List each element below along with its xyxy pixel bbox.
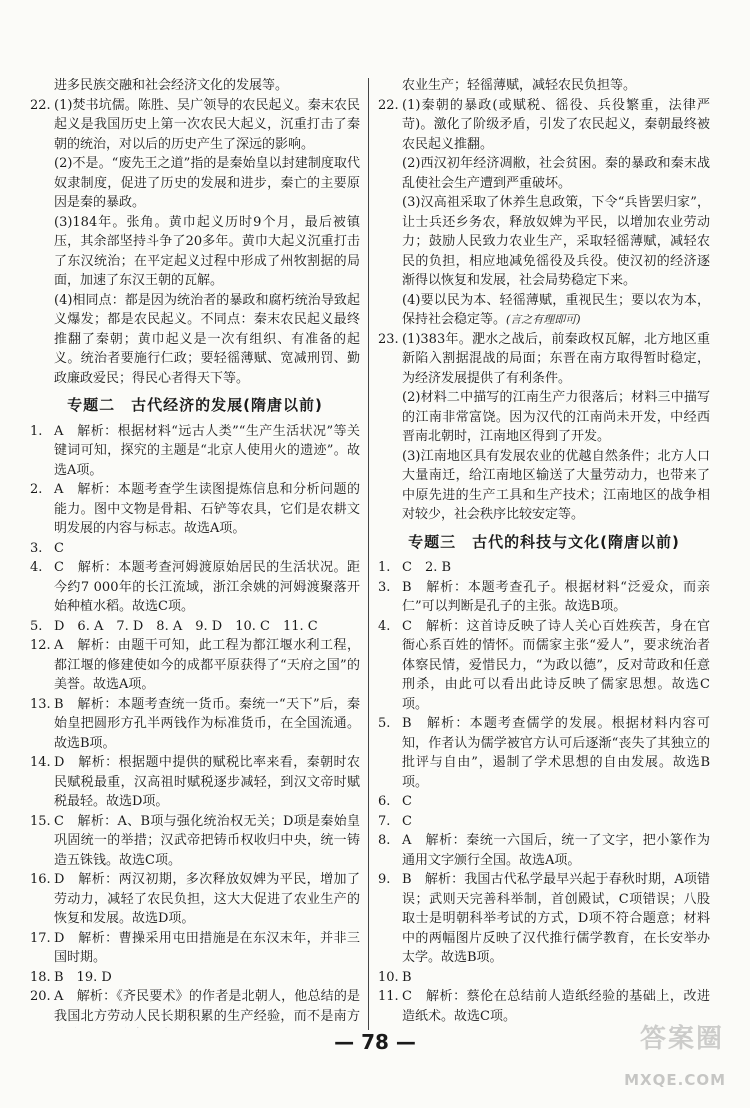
answer-item bbox=[30, 539, 360, 559]
page-number: — 78 — bbox=[334, 1030, 416, 1054]
answer-item bbox=[30, 636, 360, 695]
answer-text: (4)要以民为本、轻徭薄赋，重视民生；要以农为本，保持社会稳定等。 bbox=[402, 292, 710, 327]
answer-continuation bbox=[378, 193, 710, 291]
answer-text: B bbox=[402, 969, 412, 985]
answer-item bbox=[378, 330, 710, 389]
answer-continuation bbox=[378, 291, 710, 330]
question-number: 4. bbox=[30, 560, 43, 575]
question-number: 1. bbox=[378, 560, 391, 575]
question-number: 12. bbox=[30, 638, 51, 653]
answer-item bbox=[30, 695, 360, 754]
column-divider bbox=[368, 78, 369, 1030]
question-number: 15. bbox=[30, 813, 51, 829]
section-heading: 专题二 古代经济的发展(隋唐以前) bbox=[67, 396, 323, 414]
answer-text: A 解析：由题干可知，此工程为都江堰水利工程，都江堰的修建使如今的成都平原获得了“天府之国”的美誉。故选A项。 bbox=[54, 638, 360, 692]
answer-text: C 解析：A、B项与强化统治权无关；D项是秦始皇巩固统一的举措；汉武帝把铸币权收归中央，统一铸造五铢钱。故选C项。 bbox=[54, 813, 360, 868]
answer-text: (2)西汉初年经济凋敝，社会贫困。秦的暴政和秦末战乱使社会生产遭到严重破坏。 bbox=[402, 156, 710, 191]
answer-text: C bbox=[54, 540, 64, 556]
answer-item bbox=[30, 870, 360, 929]
answer-item bbox=[30, 812, 360, 871]
answer-item bbox=[30, 753, 360, 812]
answer-text: (4)相同点：都是因为统治者的暴政和腐朽统治导致起义爆发；都是农民起义。不同点：秦末农民起义最终推翻了秦朝；黄巾起义是一次有组织、有准备的起义。统治者要施行仁政；要轻徭薄赋、宽减刑罚、勤政廉政爱民；得民心者得天下等。 bbox=[54, 292, 360, 386]
answer-text: 农业生产；轻徭薄赋，减轻农民负担等。 bbox=[402, 78, 637, 93]
answer-item bbox=[30, 968, 360, 988]
question-number bbox=[378, 1026, 402, 1028]
answer-text: (3)汉高祖采取了休养生息政策，下令“兵皆罢归家”，让士兵还乡务农，释放奴婢为平民，以增加农业劳动力；鼓励人民致力农业生产，采取轻徭薄赋，减轻农民的负担，相应地减免徭役及兵役。使汉初的经济逐渐得以恢复和发展，社会局势稳定下来。 bbox=[402, 195, 710, 288]
answer-item bbox=[30, 987, 360, 1028]
question-number: 7. bbox=[378, 813, 391, 829]
question-number: 5. bbox=[378, 716, 391, 731]
answer-item bbox=[378, 831, 710, 870]
answer-text: D 解析：根据题中提供的赋税比率来看，秦朝时农民赋税最重，汉高祖时赋税逐步减轻，到汉文帝时赋税最轻。故选D项。 bbox=[54, 755, 360, 809]
answer-text: B 解析：本题考查统一货币。秦统一“天下”后，秦始皇把圆形方孔半两钱作为标准货币，在全国流通。故选B项。 bbox=[54, 696, 360, 751]
question-number: 6. bbox=[378, 794, 391, 809]
answer-text: (3)江南地区具有发展农业的优越自然条件；北方人口大量南迁，给江南地区输送了大量劳动力，也带来了中原先进的生产工具和生产技术；江南地区的战争相对较少，社会秩序比较安定等。 bbox=[402, 448, 710, 522]
answer-item bbox=[378, 714, 710, 792]
answer-text: (1)383年。淝水之战后，前秦政权瓦解，北方地区重新陷入割据混战的局面；东晋在南方取得暂时稳定，为经济发展提供了有利条件。 bbox=[402, 331, 710, 386]
answer-text: C bbox=[402, 813, 412, 829]
answer-continuation bbox=[378, 388, 710, 447]
answer-text: A 解析：秦统一六国后，统一了文字，把小篆作为通用文字颁行全国。故选A项。 bbox=[402, 833, 710, 868]
answer-item bbox=[378, 558, 710, 578]
answer-text: D 解析：曹操采用屯田措施是在东汉末年，并非三国时期。 bbox=[54, 930, 360, 965]
answer-item bbox=[378, 792, 710, 812]
answer-note: (言之有理即可) bbox=[506, 313, 581, 326]
question-number: 4. bbox=[378, 618, 391, 634]
answer-text: A 解析：根据材料“远古人类”“生产生活状况”等关键词可知，探究的主题是“北京人使用火的遗迹”。故选A项。 bbox=[54, 423, 360, 478]
question-number: 16. bbox=[30, 872, 51, 887]
answer-text: B 解析：本题考查儒学的发展。根据材料内容可知，作者认为儒学被官方认可后逐渐“丧失了其独立的批评与自由”，遏制了学术思想的自由发展。故选B项。 bbox=[402, 716, 710, 790]
question-number: 23. bbox=[378, 331, 399, 347]
question-number: 1. bbox=[30, 423, 43, 439]
answer-text: A 解析：本题考查学生读图提炼信息和分析问题的能力。图中文物是骨耜、石铲等农具，它们是农耕文明发展的内容与标志。故选A项。 bbox=[54, 482, 360, 536]
answer-text: A 解析：《齐民要术》的作者是北朝人，他总结的是我国北方劳动人民长期积累的生产经验，而不是南方 bbox=[54, 989, 360, 1024]
answer-item bbox=[378, 968, 710, 988]
answer-text: B 解析：我国古代私学最早兴起于春秋时期，A项错误；武则天完善科举制，首创殿试，C项错误；八股取士是明朝科举考试的方式，D项不符合题意；材料中的两幅图片反映了汉代推行儒学教育，在长安举办太学。故选B项。 bbox=[402, 872, 710, 965]
answer-text: B 解析：本题考查孔子。根据材料“泛爱众，而亲仁”可以判断是孔子的主张。故选B项。 bbox=[402, 579, 710, 614]
answer-text: C 解析：蔡伦在总结前人造纸经验的基础上，改进造纸术。故选C项。 bbox=[402, 989, 710, 1024]
question-number: 5. bbox=[30, 618, 43, 634]
answer-text: 进多民族交融和社会经济文化的发展等。 bbox=[54, 78, 289, 93]
question-number: 2. bbox=[30, 482, 43, 497]
answer-item bbox=[30, 422, 360, 481]
question-number: 20. bbox=[30, 989, 51, 1004]
answer-item bbox=[378, 987, 710, 1026]
answer-item bbox=[30, 96, 360, 155]
question-number: 14. bbox=[30, 755, 51, 770]
answer-continuation bbox=[378, 447, 710, 525]
question-number: 22. bbox=[30, 97, 51, 113]
right-column bbox=[378, 76, 710, 1028]
answer-item bbox=[30, 558, 360, 617]
question-number: 17. bbox=[30, 930, 51, 946]
question-number: 9. bbox=[378, 872, 391, 887]
watermark-logo bbox=[598, 1024, 728, 1090]
answer-text: C 解析：这首诗反映了诗人关心百姓疾苦，身在官衙心系百姓的情怀。而儒家主张“爱人”，要求统治者体察民情，爱惜民力，“为政以德”，反对苛政和任意刑杀，由此可以看出此诗反映了儒家思想。故选C项。 bbox=[402, 618, 710, 712]
answer-continuation bbox=[30, 291, 360, 389]
question-number: 18. bbox=[30, 969, 51, 985]
answer-item bbox=[30, 480, 360, 539]
answer-text: B 19. D bbox=[54, 969, 112, 985]
answer-item bbox=[30, 617, 360, 637]
answer-text: (1)秦朝的暴政(或赋税、徭役、兵役繁重，法律严苛)。激化了阶级矛盾，引发了农民起义，秦朝最终被农民起义推翻。 bbox=[402, 97, 710, 152]
answer-text: C 解析：本题考查河姆渡原始居民的生活状况。距今约7 000年的长江流域，浙江余姚的河姆渡聚落开始种植水稻。故选C项。 bbox=[54, 560, 360, 614]
answer-item bbox=[378, 870, 710, 968]
answer-text: D 解析：两汉初期，多次释放奴婢为平民，增加了劳动力，减轻了农民负担，这大大促进了农业生产的恢复和发展。故选D项。 bbox=[54, 872, 360, 926]
answer-item bbox=[30, 929, 360, 968]
answer-continuation bbox=[378, 76, 710, 96]
answer-text: C bbox=[402, 794, 412, 809]
question-number: 10. bbox=[378, 969, 399, 985]
answer-item bbox=[378, 578, 710, 617]
answer-continuation bbox=[378, 154, 710, 193]
question-number: 3. bbox=[378, 579, 391, 595]
answer-continuation bbox=[30, 154, 360, 213]
question-number: 8. bbox=[378, 833, 391, 848]
answer-item bbox=[378, 96, 710, 155]
answer-item bbox=[378, 617, 710, 715]
watermark-logo-text: 答案圈 bbox=[639, 1024, 724, 1054]
question-number: 3. bbox=[30, 540, 43, 556]
section-heading: 专题三 古代的科技与文化(隋唐以前) bbox=[408, 532, 680, 551]
left-column bbox=[30, 76, 360, 1028]
answer-item bbox=[378, 812, 710, 832]
answer-text: (1)焚书坑儒。陈胜、吴广领导的农民起义。秦末农民起义是我国历史上第一次农民大起义，沉重打击了秦朝的统治，对以后的历史产生了深远的影响。 bbox=[54, 97, 360, 152]
answer-text: (3)184年。张角。黄巾起义历时9个月，最后被镇压，其余部坚持斗争了20多年。黄巾大起义沉重打击了东汉统治；在平定起义过程中形成了州牧割据的局面，加速了东汉王朝的瓦解。 bbox=[54, 214, 360, 288]
answer-text: (2)不是。“废先王之道”指的是秦始皇以封建制度取代奴隶制度，促进了历史的发展和进步，秦亡的主要原因是秦的暴政。 bbox=[54, 156, 360, 210]
answer-continuation bbox=[30, 76, 360, 96]
question-number: 22. bbox=[378, 97, 399, 113]
answer-text: D 6. A 7. D 8. A 9. D 10. C 11. C bbox=[54, 618, 318, 634]
answer-text: C 2. B bbox=[402, 560, 452, 575]
question-number: 13. bbox=[30, 696, 51, 712]
watermark-site: MXQE.COM bbox=[624, 1070, 726, 1089]
question-number: 11. bbox=[378, 989, 399, 1004]
answer-continuation bbox=[30, 213, 360, 291]
answer-text: (2)材料二中描写的江南生产力很落后；材料三中描写的江南非常富饶。因为汉代的江南尚未开发，中经西晋南北朝时，江南地区得到了开发。 bbox=[402, 390, 710, 444]
